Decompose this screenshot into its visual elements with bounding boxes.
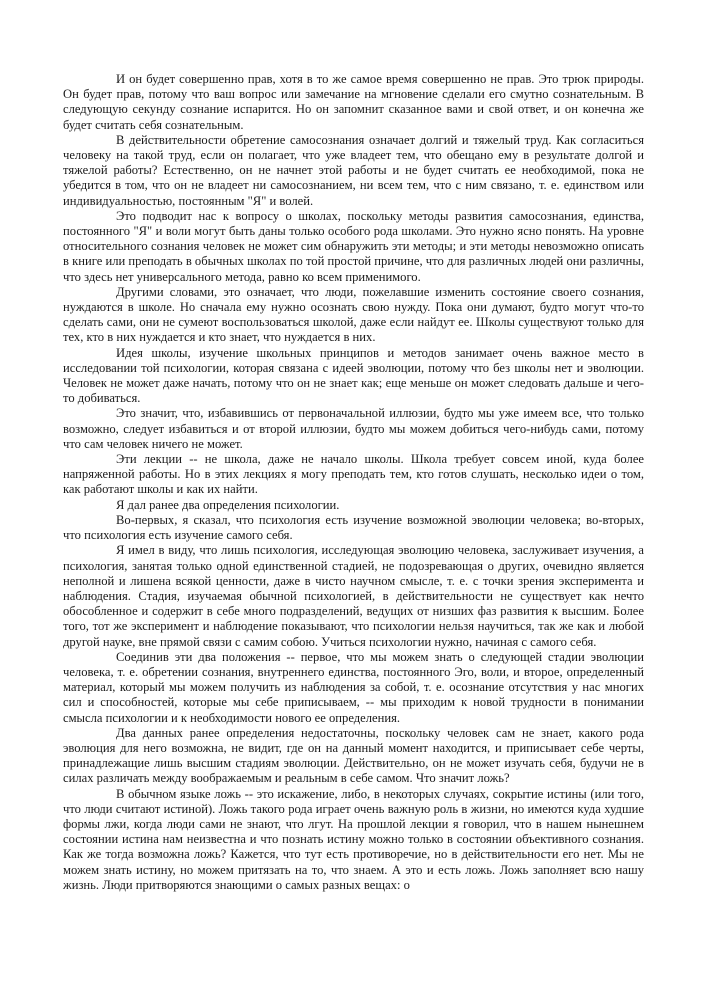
paragraph-9: Во-первых, я сказал, что психология есть изучение возможной эволюции человека; во-вторых, что психология есть изучение самого себя. — [63, 512, 644, 543]
paragraph-8: Я дал ранее два определения психологии. — [116, 497, 340, 512]
paragraph-1: И он будет совершенно прав, хотя в то же самое время совершенно не прав. Это трюк природы. Он будет прав, потому что ваш вопрос или замечание на мгновение сделали его смутно сознательным. В следующую секунду сознание испарится. Но он запомнит сказанное вами и свой ответ, и он конечна же будет считать себя сознательным. — [63, 72, 644, 132]
paragraph-5: Идея школы, изучение школьных принципов и методов занимает очень важное место в исследовании той психологии, которая связана с идеей эволюции, потому что без школы нет и эволюции. Человек не может даже начать, потому что он не знает как; еще меньше он может следовать дальше и чего-то добиваться. — [63, 345, 644, 406]
paragraph-2: В действительности обретение самосознания означает долгий и тяжелый труд. Как согласиться человеку на такой труд, если он полагает, что уже владеет тем, что обещано ему в результате долгой и тяжелой работы? Естественно, он не начнет этой работы и не будет считать ее необходимой, пока не убедится в том, что он не владеет ни самосознанием, ни всем тем, что с ним связано, т. е. единством или индивидуальностью, постоянным "Я" и волей. — [63, 132, 644, 208]
document-page — [63, 72, 644, 893]
paragraph-4: Другими словами, это означает, что люди, пожелавшие изменить состояние своего сознания, нуждаются в школе. Но сначала ему нужно осознать свою нужду. Пока они думают, будто могут что-то сделать сами, они не сумеют воспользоваться школой, даже если найдут ее. Школы существуют только для тех, кто в них нуждается и кто знает, что нуждается в них. — [63, 284, 644, 345]
paragraph-3: Это подводит нас к вопросу о школах, поскольку методы развития самосознания, единства, постоянного "Я" и воли могут быть даны только особого рода школами. Это нужно ясно понять. На уровне относительного сознания человек не может сим обнаружить эти методы; и эти методы невозможно описать в книге или преподать в обычных школах по той простой причине, что для различных людей они различны, что здесь нет универсального метода, равно ко всем применимого. — [63, 208, 644, 284]
paragraph-7: Эти лекции -- не школа, даже не начало школы. Школа требует совсем иной, куда более напряженной работы. Но в этих лекциях я могу преподать тем, кто готов слушать, несколько идеи о том, как работают школы и как их найти. — [63, 452, 644, 497]
paragraph-11: Соединив эти два положения -- первое, что мы можем знать о следующей стадии эволюции человека, т. е. обретении сознания, внутреннего единства, постоянного Эго, воли, и второе, определенный материал, который мы можем получить из наблюдения за собой, т. е. осознание отсутствия у нас многих сил и способностей, которые мы себе приписываем, -- мы приходим к новой трудности в понимании смысла психологии и к необходимости нового ее определения. — [63, 649, 644, 725]
paragraph-10: Я имел в виду, что лишь психология, исследующая эволюцию человека, заслуживает изучения, а психология, занятая только одной единственной стадией, не подозревающая о других, очевидно является неполной и лишена всякой ценности, даже в чисто научном смысле, т. е. с точки зрения эксперимента и наблюдения. Стадия, изучаемая обычной психологией, в действительности не существует как нечто обособленное и содержит в себе много подразделений, ведущих от низших фаз развития к высшим. Более того, тот же эксперимент и наблюдение показывают, что психологии нельзя научиться, так же как и любой другой науке, вне прямой связи с самим собою. Учиться психологии нужно, начиная с самого себя. — [63, 543, 644, 649]
paragraph-6: Это значит, что, избавившись от первоначальной иллюзии, будто мы уже имеем все, что только возможно, следует избавиться и от второй иллюзии, будто мы можем добиться чего-нибудь сами, потому что сам человек ничего не может. — [63, 406, 644, 451]
paragraph-13: В обычном языке ложь -- это искажение, либо, в некоторых случаях, сокрытие истины (или того, что люди считают истиной). Ложь такого рода играет очень важную роль в жизни, но имеются куда худшие формы лжи, когда люди сами не знают, что лгут. На прошлой лекции я говорил, что в нашем нынешнем состоянии истина нам неизвестна и что познать истину можно только в состоянии объективного сознания. Как же тогда возможна ложь? Кажется, что тут есть противоречие, но в действительности его нет. Мы не можем знать истину, но можем притязать на то, что знаем. А это и есть ложь. Ложь заполняет всю нашу жизнь. Люди притворяются знающими о самых разных вещах: о — [63, 786, 644, 892]
paragraph-12: Два данных ранее определения недостаточны, поскольку человек сам не знает, какого рода эволюция для него возможна, не видит, где он на данный момент находится, и приписывает себе черты, принадлежащие лишь высшим стадиям эволюции. Действительно, он не может изучать себя, будучи не в силах различать между воображаемым и реальным в себе самом. Что значит ложь? — [63, 725, 644, 786]
